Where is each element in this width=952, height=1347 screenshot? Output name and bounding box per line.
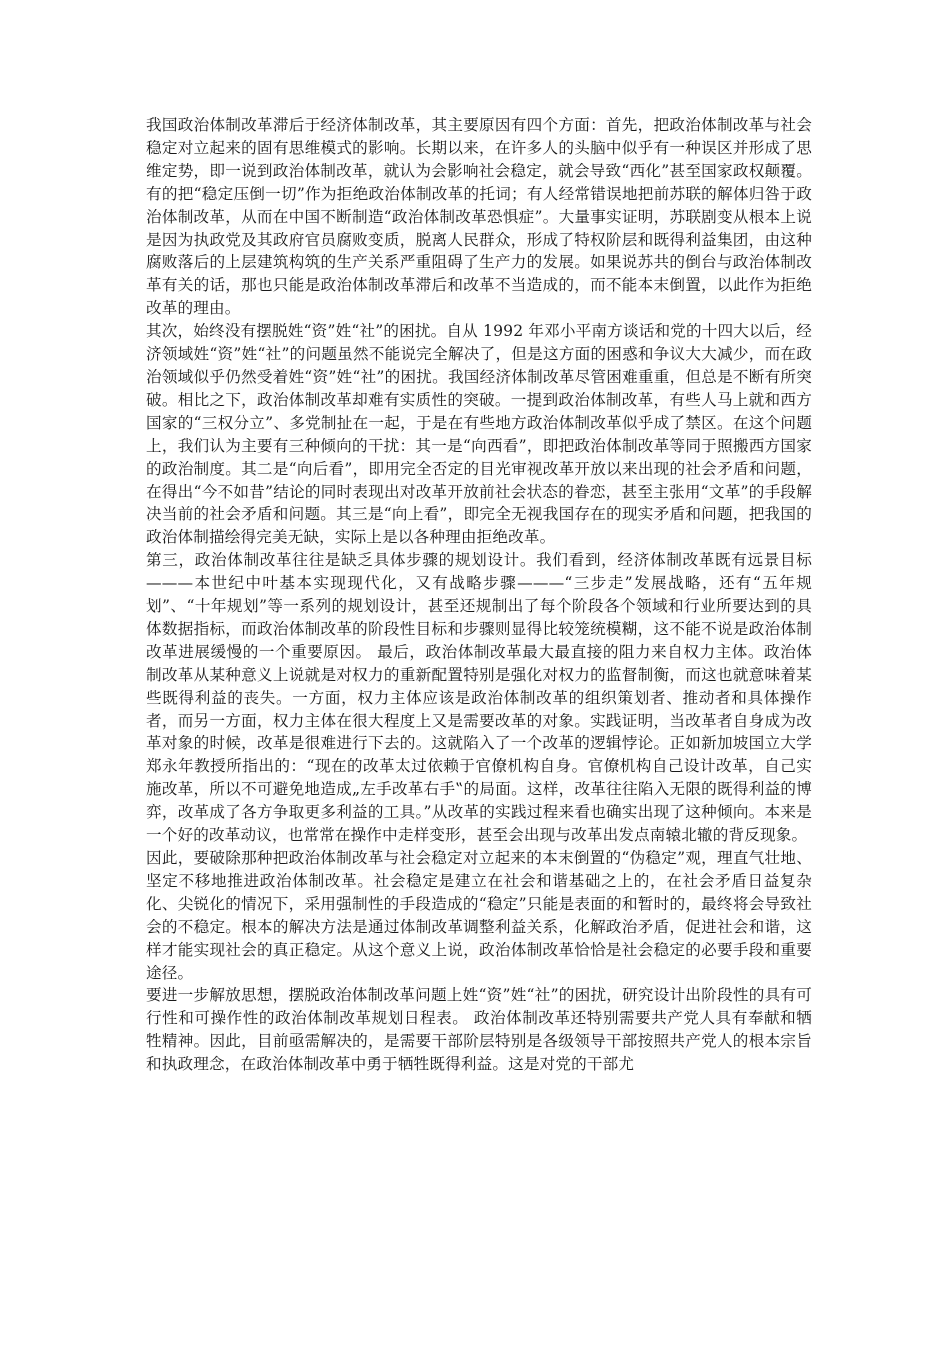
paragraph-second-reason: 其次，始终没有摆脱姓“资”姓“社”的困扰。自从 1992 年邓小平南方谈话和党的十四大以后，经济领域姓“资”姓“社”的问题虽然不能说完全解决了，但是这方面的困惑和争议大大减少，而在政治领域似乎仍然受着姓“资”姓“社”的困扰。我国经济体制改革尽管困难重重，但总是不断有所突破。相比之下，政治体制改革却难有实质性的突破。一提到政治体制改革，有些人马上就和西方国家的“三权分立”、多党制扯在一起，于是在有些地方政治体制改革似乎成了禁区。在这个问题上，我们认为主要有三种倾向的干扰：其一是“向西看”，即把政治体制改革等同于照搬西方国家的政治制度。其二是“向后看”，即用完全否定的目光审视改革开放以来出现的社会矛盾和问题，在得出“今不如昔”结论的同时表现出对改革开放前社会状态的眷恋，甚至主张用“文革”的手段解决当前的社会矛盾和问题。其三是“向上看”，即完全无视我国存在的现实矛盾和问题，把我国的政治体制描绘得完美无缺，实际上是以各种理由拒绝改革。 [146,322,812,547]
paragraph-third-fourth-reason: 第三，政治体制改革往往是缺乏具体步骤的规划设计。我们看到，经济体制改革既有远景目标———本世纪中叶基本实现现代化，又有战略步骤———“三步走”发展战略，还有“五年规划”、“十年规划”等一系列的规划设计，甚至还规制出了每个阶段各个领域和行业所要达到的具体数据指标，而政治体制改革的阶段性目标和步骤则显得比较笼统模糊，这不能不说是政治体制改革进展缓慢的一个重要原因。 最后，政治体制改革最大最直接的阻力来自权力主体。政治体制改革从某种意义上说就是对权力的重新配置特别是强化对权力的监督制衡，而这也就意味着某些既得利益的丧失。一方面，权力主体应该是政治体制改革的组织策划者、推动者和具体操作者，而另一方面，权力主体在很大程度上又是需要改革的对象。实践证明，当改革者自身成为改革对象的时候，改革是很难进行下去的。这就陷入了一个改革的逻辑悖论。正如新加坡国立大学郑永年教授所指出的：“现在的改革太过依赖于官僚机构自身。官僚机构自己设计改革，自己实施改革，所以不可避免地造成„左手改革右手‟的局面。这样，改革往往陷入无限的既得利益的博弈，改革成了各方争取更多利益的工具。”从改革的实践过程来看也确实出现了这种倾向。本来是一个好的改革动议，也常常在操作中走样变形，甚至会出现与改革出发点南辕北辙的背反现象。 [146,551,812,845]
paragraph-causes-intro: 我国政治体制改革滞后于经济体制改革，其主要原因有四个方面：首先，把政治体制改革与社会稳定对立起来的固有思维模式的影响。长期以来，在许多人的头脑中似乎有一种误区并形成了思维定势，即一说到政治体制改革，就认为会影响社会稳定，就会导致“西化”甚至国家政权颠覆。有的把“稳定压倒一切”作为拒绝政治体制改革的托词；有人经常错误地把前苏联的解体归咎于政治体制改革，从而在中国不断制造“政治体制改革恐惧症”。大量事实证明，苏联剧变从根本上说是因为执政党及其政府官员腐败变质，脱离人民群众，形成了特权阶层和既得利益集团，由这种腐败落后的上层建筑构筑的生产关系严重阻碍了生产力的发展。如果说苏共的倒台与政治体制改革有关的话，那也只能是政治体制改革滞后和改革不当造成的，而不能本末倒置，以此作为拒绝改革的理由。 [146,116,812,318]
paragraph-planning: 要进一步解放思想，摆脱政治体制改革问题上姓“资”姓“社”的困扰，研究设计出阶段性的具有可行性和可操作性的政治体制改革规划日程表。 政治体制改革还特别需要共产党人具有奉献和牺牲精神。因此，目前亟需解决的，是需要干部阶层特别是各级领导干部按照共产党人的根本宗旨和执政理念，在政治体制改革中勇于牺牲既得利益。这是对党的干部尤 [146,986,812,1074]
paragraph-stability: 因此，要破除那种把政治体制改革与社会稳定对立起来的本末倒置的“伪稳定”观，理直气壮地、坚定不移地推进政治体制改革。社会稳定是建立在社会和谐基础之上的，在社会矛盾日益复杂化、尖锐化的情况下，采用强制性的手段造成的“稳定”只能是表面的和暂时的，最终将会导致社会的不稳定。根本的解决方法是通过体制改革调整利益关系，化解政治矛盾，促进社会和谐，这样才能实现社会的真正稳定。从这个意义上说，政治体制改革恰恰是社会稳定的必要手段和重要途径。 [146,849,812,982]
document-body [146,114,812,1076]
